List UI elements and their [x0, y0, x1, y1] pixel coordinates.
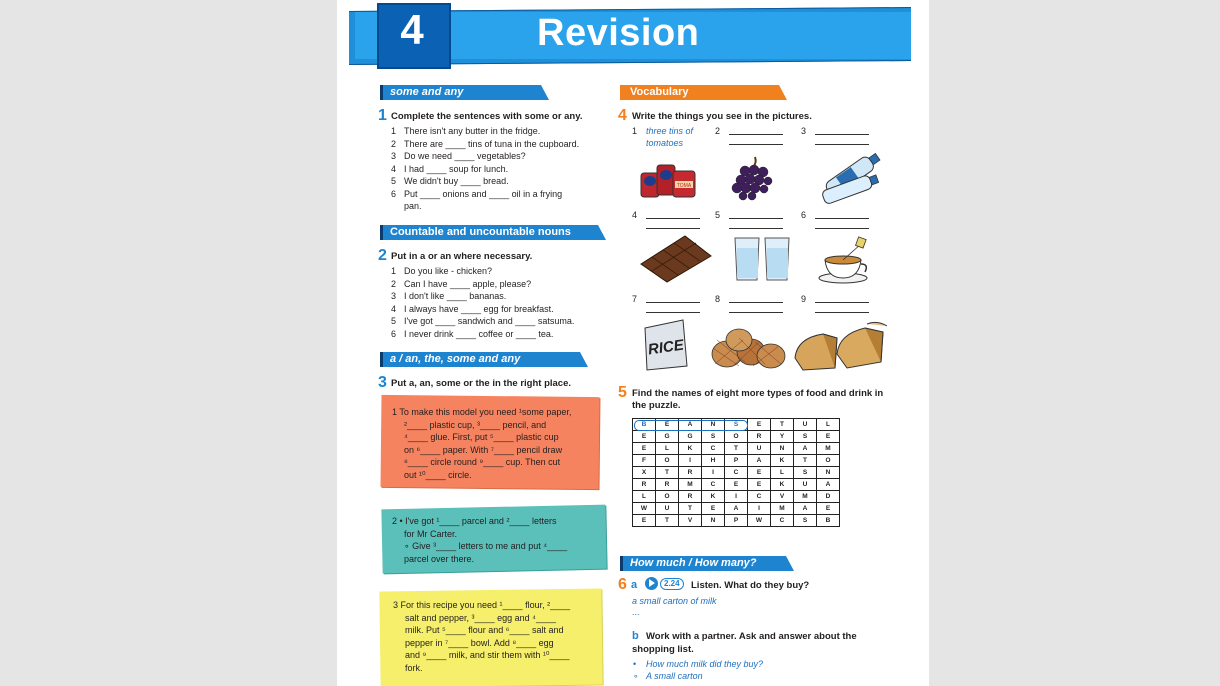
ex4-answer-line[interactable]: [815, 302, 869, 303]
exercise-6b-line1: Work with a partner. Ask and answer about the: [646, 631, 857, 642]
puzzle-cell[interactable]: E: [748, 479, 771, 491]
puzzle-cell[interactable]: T: [656, 515, 679, 527]
puzzle-cell[interactable]: R: [656, 479, 679, 491]
puzzle-cell[interactable]: T: [794, 455, 817, 467]
ex4-answer-line[interactable]: [729, 144, 783, 145]
puzzle-cell[interactable]: X: [633, 467, 656, 479]
section-countable: Countable and uncountable nouns: [380, 225, 598, 240]
puzzle-cell[interactable]: C: [702, 479, 725, 491]
puzzle-cell[interactable]: W: [748, 515, 771, 527]
puzzle-cell[interactable]: I: [725, 491, 748, 503]
exercise-2-item: 6 I never drink ____ coffee or ____ tea.: [391, 328, 554, 339]
card-1-line: out ¹⁰____ circle.: [404, 469, 472, 480]
exercise-1-item: 2 There are ____ tins of tuna in the cupboard.: [391, 138, 580, 149]
puzzle-cell[interactable]: G: [679, 431, 702, 443]
puzzle-cell[interactable]: S: [725, 419, 748, 431]
revision-page: [337, 0, 929, 686]
puzzle-cell[interactable]: N: [817, 467, 840, 479]
puzzle-cell[interactable]: L: [771, 467, 794, 479]
play-icon: [649, 579, 655, 587]
puzzle-cell[interactable]: D: [817, 491, 840, 503]
exercise-5-number: 5: [618, 384, 627, 401]
card-3-line: 3 For this recipe you need ¹____ flour, ²____: [393, 600, 571, 610]
puzzle-cell[interactable]: K: [679, 443, 702, 455]
card-1-line: ⁴____ glue. First, put ⁵____ plastic cup: [404, 432, 559, 442]
bags-of-onions-image: [709, 318, 789, 372]
puzzle-cell[interactable]: N: [702, 515, 725, 527]
track-number: 2.24: [660, 578, 684, 590]
ex4-item-number: 3: [801, 126, 807, 136]
card-3-line: and ⁹____ milk, and stir them with ¹⁰____: [405, 650, 570, 660]
exercise-1-item: 5 We didn't buy ____ bread.: [391, 176, 509, 186]
exercise-6-number: 6: [618, 576, 627, 593]
card-2-line: for Mr Carter.: [404, 528, 458, 539]
puzzle-cell[interactable]: U: [794, 479, 817, 491]
cup-of-tea-image: [817, 234, 881, 286]
puzzle-cell[interactable]: S: [702, 431, 725, 443]
puzzle-cell[interactable]: R: [633, 479, 656, 491]
card-2-line: parcel over there.: [404, 553, 475, 564]
puzzle-cell[interactable]: C: [748, 491, 771, 503]
puzzle-cell[interactable]: C: [771, 515, 794, 527]
puzzle-cell[interactable]: I: [748, 503, 771, 515]
puzzle-cell[interactable]: A: [748, 455, 771, 467]
grapes-image: [727, 155, 777, 201]
puzzle-cell[interactable]: S: [794, 515, 817, 527]
ex4-answer-line[interactable]: [815, 228, 869, 229]
puzzle-cell[interactable]: T: [771, 419, 794, 431]
exercise-1-item: pan.: [404, 201, 422, 211]
exercise-6-part-b: b: [632, 630, 639, 642]
puzzle-cell[interactable]: L: [656, 443, 679, 455]
puzzle-cell[interactable]: G: [656, 431, 679, 443]
ex4-item-number: 4: [632, 210, 638, 220]
puzzle-cell[interactable]: E: [748, 467, 771, 479]
puzzle-cell[interactable]: W: [633, 503, 656, 515]
card-1-line: 1 To make this model you need ¹some paper,: [392, 407, 572, 417]
card-3-line: milk. Put ⁵____ flour and ⁶____ salt and: [405, 625, 564, 635]
puzzle-cell[interactable]: V: [771, 491, 794, 503]
dialog-bullet-1: •: [633, 659, 637, 669]
page-title: Revision: [537, 12, 700, 54]
unit-number: 4: [400, 6, 424, 53]
exercise-1-number: 1: [378, 107, 387, 124]
puzzle-cell[interactable]: A: [817, 479, 840, 491]
puzzle-cell[interactable]: L: [817, 419, 840, 431]
ex4-answer-line[interactable]: [815, 144, 869, 145]
ex4-item-number: 7: [632, 294, 638, 304]
puzzle-cell[interactable]: M: [771, 503, 794, 515]
ex4-item-number: 6: [801, 210, 807, 220]
puzzle-cell[interactable]: R: [748, 431, 771, 443]
card-3-line: salt and pepper, ³____ egg and ⁴____: [405, 612, 556, 623]
puzzle-cell[interactable]: N: [771, 443, 794, 455]
puzzle-cell[interactable]: E: [656, 419, 679, 431]
puzzle-cell[interactable]: B: [817, 515, 840, 527]
puzzle-cell[interactable]: E: [633, 431, 656, 443]
puzzle-cell[interactable]: T: [679, 503, 702, 515]
puzzle-cell[interactable]: E: [702, 503, 725, 515]
section-vocabulary: Vocabulary: [620, 85, 779, 100]
section-articles: a / an, the, some and any: [380, 352, 580, 367]
puzzle-cell[interactable]: O: [725, 431, 748, 443]
card-2-line: 2 • I've got ¹____ parcel and ²____ letters: [392, 516, 557, 526]
example-answer-ring: [634, 420, 748, 431]
glasses-of-water-image: [731, 234, 795, 284]
puzzle-cell[interactable]: E: [817, 503, 840, 515]
exercise-6-dialog-2: A small carton: [646, 671, 703, 681]
exercise-2-item: 2 Can I have ____ apple, please?: [391, 278, 532, 289]
ex4-item-number: 5: [715, 210, 721, 220]
exercise-6b-line2: shopping list.: [632, 644, 694, 655]
exercise-6-dialog-1: How much milk did they buy?: [646, 659, 764, 669]
puzzle-cell[interactable]: E: [817, 431, 840, 443]
tomato-can-label: TOMA: [676, 183, 692, 189]
exercise-2-item: 4 I always have ____ egg for breakfast.: [391, 303, 554, 314]
puzzle-cell[interactable]: F: [633, 455, 656, 467]
bar-of-chocolate-image: [639, 234, 713, 284]
tins-of-tomatoes-image: [639, 155, 699, 201]
puzzle-cell[interactable]: S: [794, 467, 817, 479]
exercise-3-heading: Put a, an, some or the in the right place.: [391, 378, 572, 389]
card-2-line: ∘ Give ³____ letters to me and put ⁴____: [404, 541, 568, 551]
ex4-answer-line[interactable]: [646, 312, 700, 313]
ex4-answer-line[interactable]: [646, 218, 700, 219]
puzzle-cell[interactable]: T: [725, 443, 748, 455]
puzzle-cell[interactable]: M: [794, 491, 817, 503]
ex4-answer-line[interactable]: [815, 218, 869, 219]
exercise-4-number: 4: [618, 107, 627, 124]
dialog-bullet-2: ∘: [633, 671, 639, 681]
card-1-line: on ⁶____ paper. With ⁷____ pencil draw: [404, 444, 563, 455]
ex4-answer-line[interactable]: [646, 228, 700, 229]
puzzle-cell[interactable]: L: [633, 491, 656, 503]
puzzle-cell[interactable]: C: [725, 467, 748, 479]
bottles-of-water-image: [815, 150, 893, 204]
exercise-1-item: 1 There isn't any butter in the fridge.: [391, 126, 541, 136]
loaves-of-bread-image: [793, 318, 889, 372]
ex4-answer-line[interactable]: [729, 134, 783, 135]
puzzle-cell[interactable]: E: [725, 479, 748, 491]
puzzle-cell[interactable]: U: [656, 503, 679, 515]
exercise-2-number: 2: [378, 247, 387, 264]
exercise-2-item: 1 Do you like - chicken?: [391, 266, 493, 276]
ex4-item-number: 8: [715, 294, 721, 304]
card-1-line: ²____ plastic cup, ³____ pencil, and: [404, 419, 547, 430]
exercise-2-item: 5 I've got ____ sandwich and ____ satsuma.: [391, 316, 575, 326]
puzzle-cell[interactable]: O: [656, 455, 679, 467]
puzzle-cell[interactable]: U: [748, 443, 771, 455]
ex4-item-number: 9: [801, 294, 807, 304]
puzzle-cell[interactable]: N: [702, 419, 725, 431]
puzzle-cell[interactable]: C: [702, 443, 725, 455]
section-how-much: How much / How many?: [620, 556, 786, 571]
puzzle-cell[interactable]: B: [633, 419, 656, 431]
puzzle-cell[interactable]: A: [679, 419, 702, 431]
card-3-line: pepper in ⁷____ bowl. Add ⁸____ egg: [405, 637, 554, 648]
exercise-5-heading-line1: Find the names of eight more types of food and drink in: [632, 388, 884, 399]
puzzle-cell[interactable]: O: [817, 455, 840, 467]
exercise-2-heading: Put in a or an where necessary.: [391, 251, 533, 262]
exercise-5-heading-line2: the puzzle.: [632, 400, 681, 411]
ex4-example-line1: three tins of: [646, 126, 694, 136]
exercise-1-item: 4 I had ____ soup for lunch.: [391, 163, 509, 174]
ex4-answer-line[interactable]: [729, 302, 783, 303]
puzzle-cell[interactable]: Y: [771, 431, 794, 443]
ex4-item-1-num: 1: [632, 126, 638, 136]
puzzle-cell[interactable]: H: [702, 455, 725, 467]
puzzle-cell[interactable]: A: [794, 443, 817, 455]
rice-bag-label: RICE: [647, 336, 685, 359]
exercise-4-heading: Write the things you see in the pictures.: [632, 111, 812, 122]
exercise-6-instruction: Listen. What do they buy?: [691, 580, 810, 591]
puzzle-cell[interactable]: I: [702, 467, 725, 479]
ex4-answer-line[interactable]: [815, 134, 869, 135]
puzzle-cell[interactable]: K: [771, 455, 794, 467]
section-some-any: some and any: [380, 85, 541, 100]
ex4-answer-line[interactable]: [729, 218, 783, 219]
exercise-2-item: 3 I don't like ____ bananas.: [391, 291, 507, 301]
exercise-3-number: 3: [378, 374, 387, 391]
exercise-6-part-a: a: [631, 579, 638, 591]
puzzle-cell[interactable]: I: [679, 455, 702, 467]
card-1-line: ⁸____ circle round ⁹____ cup. Then cut: [404, 457, 561, 467]
puzzle-cell[interactable]: V: [679, 515, 702, 527]
puzzle-cell[interactable]: E: [748, 419, 771, 431]
puzzle-cell[interactable]: R: [679, 491, 702, 503]
card-3-line: fork.: [405, 662, 423, 673]
puzzle-cell[interactable]: E: [633, 443, 656, 455]
ex4-answer-line[interactable]: [729, 228, 783, 229]
ex4-answer-line[interactable]: [815, 312, 869, 313]
puzzle-cell[interactable]: P: [725, 455, 748, 467]
puzzle-cell[interactable]: K: [702, 491, 725, 503]
puzzle-cell[interactable]: O: [656, 491, 679, 503]
exercise-1-item: 3 Do we need ____ vegetables?: [391, 151, 526, 161]
puzzle-cell[interactable]: S: [794, 431, 817, 443]
exercise-1-item: 6 Put ____ onions and ____ oil in a frying: [391, 188, 563, 199]
puzzle-cell[interactable]: T: [656, 467, 679, 479]
bag-of-rice-image: [639, 318, 691, 372]
ex4-answer-line[interactable]: [646, 302, 700, 303]
exercise-6-ellipsis: ...: [632, 607, 640, 617]
puzzle-cell[interactable]: M: [817, 443, 840, 455]
puzzle-cell[interactable]: E: [633, 515, 656, 527]
puzzle-cell[interactable]: K: [771, 479, 794, 491]
ex4-answer-line[interactable]: [729, 312, 783, 313]
ex4-example-line2: tomatoes: [646, 138, 684, 148]
exercise-6-answer: a small carton of milk: [632, 596, 717, 606]
puzzle-cell[interactable]: M: [679, 479, 702, 491]
puzzle-cell[interactable]: A: [794, 503, 817, 515]
puzzle-cell[interactable]: A: [725, 503, 748, 515]
puzzle-cell[interactable]: R: [679, 467, 702, 479]
puzzle-cell[interactable]: U: [794, 419, 817, 431]
puzzle-cell[interactable]: P: [725, 515, 748, 527]
word-search-puzzle: [632, 418, 840, 527]
ex4-item-number: 2: [715, 126, 721, 136]
exercise-1-heading: Complete the sentences with some or any.: [391, 111, 583, 122]
